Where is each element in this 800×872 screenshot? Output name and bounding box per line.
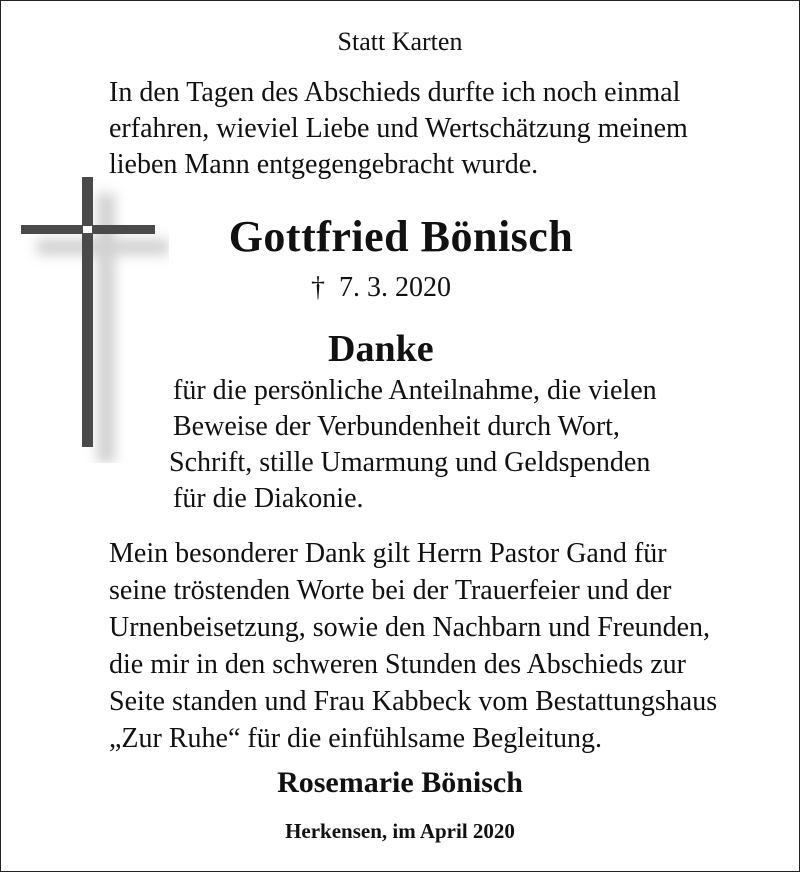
- signature: Rosemarie Bönisch: [277, 766, 523, 799]
- intro-text: [109, 75, 789, 183]
- dagger-symbol: †: [311, 272, 325, 303]
- thanks-line: für die Diakonie.: [173, 483, 364, 514]
- deceased-name: Gottfried Bönisch: [228, 212, 574, 261]
- intro-line: lieben Mann entgegengebracht wurde.: [109, 149, 539, 180]
- closing-line: seine tröstenden Worte bei der Trauerfeier und der: [109, 575, 672, 606]
- place-date: Herkensen, im April 2020: [285, 819, 515, 843]
- intro-line: erfahren, wieviel Liebe und Wertschätzung meinem: [109, 113, 688, 144]
- header-statt-karten: Statt Karten: [337, 27, 463, 56]
- death-date-line: [311, 271, 451, 305]
- closing-line: die mir in den schweren Stunden des Abschieds zur: [109, 649, 686, 680]
- thanks-line: Beweise der Verbundenheit durch Wort,: [173, 411, 620, 442]
- intro-line: In den Tagen des Abschieds durfte ich noch einmal: [109, 77, 681, 108]
- death-date: 7. 3. 2020: [339, 272, 451, 303]
- closing-line: „Zur Ruhe“ für die einfühlsame Begleitung.: [109, 723, 602, 754]
- closing-line: Mein besonderer Dank gilt Herrn Pastor Gand für: [109, 538, 667, 569]
- closing-line: Seite standen und Frau Kabbeck vom Bestattungshaus: [109, 686, 718, 717]
- thanks-title: Danke: [328, 328, 434, 370]
- thanks-line: Schrift, stille Umarmung und Geldspenden: [169, 447, 651, 478]
- thanks-line: für die persönliche Anteilnahme, die vielen: [173, 375, 657, 406]
- closing-text: [109, 535, 799, 757]
- closing-line: Urnenbeisetzung, sowie den Nachbarn und Freunden,: [109, 612, 711, 643]
- cross-icon: [19, 173, 169, 463]
